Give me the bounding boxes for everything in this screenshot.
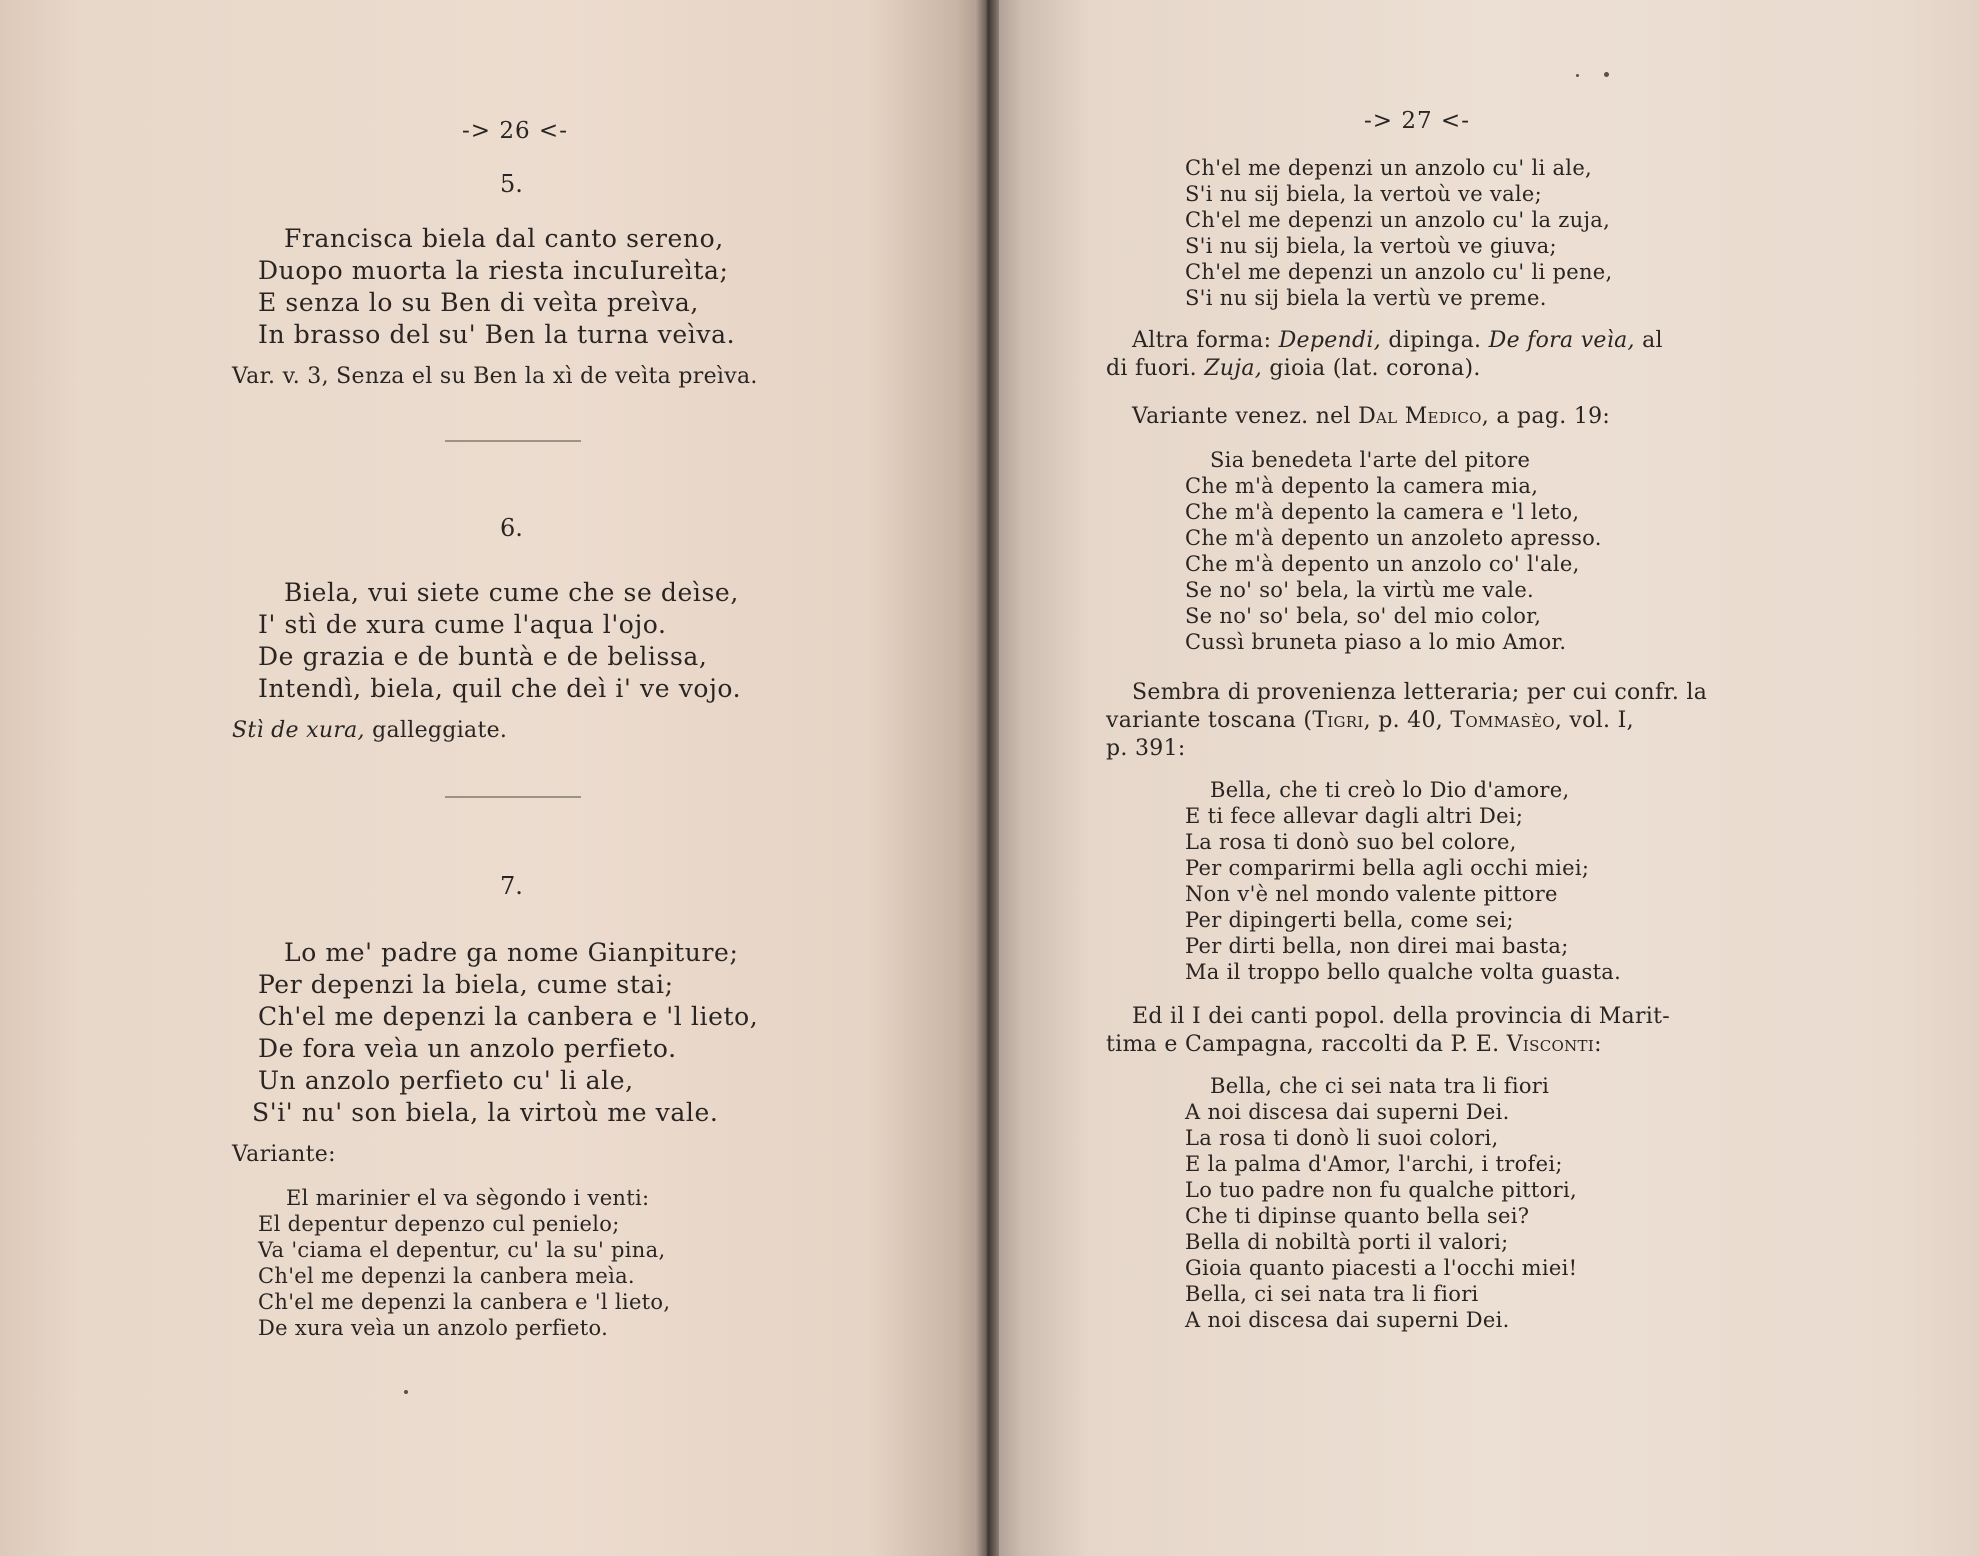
variant-verse: Cussì bruneta piaso a lo mio Amor. xyxy=(1185,630,1567,654)
variant-verse: Sia benedeta l'arte del pitore xyxy=(1210,448,1531,472)
verse-line: Lo me' padre ga nome Gianpiture; xyxy=(284,938,739,967)
verse-line: In brasso del su' Ben la turna veìva. xyxy=(258,320,736,349)
variant-verse: Che m'à depento un anzolo co' l'ale, xyxy=(1185,552,1580,576)
verse-line: Duopo muorta la riesta incuIureìta; xyxy=(258,256,729,285)
variant-verse: Che ti dipinse quanto bella sei? xyxy=(1185,1204,1530,1228)
verse-line: S'i' nu' son biela, la virtoù me vale. xyxy=(252,1098,719,1127)
verse-line: Un anzolo perfieto cu' li ale, xyxy=(258,1066,634,1095)
variant-verse: El depentur depenzo cul penielo; xyxy=(258,1212,620,1236)
variant-verse: Gioia quanto piacesti a l'occhi miei! xyxy=(1185,1256,1578,1280)
variant-verse: Lo tuo padre non fu qualche pittori, xyxy=(1185,1178,1577,1202)
right-page xyxy=(992,0,1979,1556)
variant-verse: Che m'à depento la camera mia, xyxy=(1185,474,1539,498)
variant-verse: Se no' so' bela, la virtù me vale. xyxy=(1185,578,1535,602)
variant-verse: Per comparirmi bella agli occhi miei; xyxy=(1185,856,1590,880)
variant-verse: Bella, che ti creò lo Dio d'amore, xyxy=(1210,778,1570,802)
paper-speck xyxy=(1576,74,1579,77)
section-number: 5. xyxy=(500,170,523,198)
verse-line: De grazia e de buntà e de belissa, xyxy=(258,642,708,671)
variant-note: Var. v. 3, Senza el su Ben la xì de veìta preìva. xyxy=(232,364,758,389)
verse-line: Ch'el me depenzi un anzolo cu' la zuja, xyxy=(1185,208,1611,232)
verse-line: S'i nu sij biela, la vertoù ve giuva; xyxy=(1185,234,1557,258)
section-divider xyxy=(445,796,581,798)
gloss-note: Stì de xura, galleggiate. xyxy=(232,718,508,743)
variant-verse: La rosa ti donò li suoi colori, xyxy=(1185,1126,1499,1150)
variant-verse: El marinier el va sègondo i venti: xyxy=(286,1186,650,1210)
verse-line: S'i nu sij biela la vertù ve preme. xyxy=(1185,286,1547,310)
variant-verse: Bella, che ci sei nata tra li fiori xyxy=(1210,1074,1550,1098)
verse-line: I' stì de xura cume l'aqua l'ojo. xyxy=(258,610,667,639)
commentary-line: Ed il I dei canti popol. della provincia di Marit- xyxy=(1132,1004,1670,1029)
page-number: -> 26 <- xyxy=(462,118,568,144)
variant-verse: Per dirti bella, non direi mai basta; xyxy=(1185,934,1569,958)
variant-verse: Ch'el me depenzi la canbera e 'l lieto, xyxy=(258,1290,671,1314)
variant-verse: Bella di nobiltà porti il valori; xyxy=(1185,1230,1509,1254)
verse-line: Per depenzi la biela, cume stai; xyxy=(258,970,674,999)
page-number: -> 27 <- xyxy=(1364,108,1470,134)
variant-verse: Per dipingerti bella, come sei; xyxy=(1185,908,1514,932)
variant-verse: Ma il troppo bello qualche volta guasta. xyxy=(1185,960,1622,984)
verse-line: E senza lo su Ben di veìta preìva, xyxy=(258,288,699,317)
variant-verse: Non v'è nel mondo valente pittore xyxy=(1185,882,1558,906)
verse-line: Ch'el me depenzi un anzolo cu' li ale, xyxy=(1185,156,1593,180)
left-page xyxy=(0,0,986,1556)
section-divider xyxy=(445,440,581,442)
verse-line: S'i nu sij biela, la vertoù ve vale; xyxy=(1185,182,1543,206)
verse-line: Ch'el me depenzi la canbera e 'l lieto, xyxy=(258,1002,759,1031)
gloss-note: Altra forma: Dependi, dipinga. De fora veìa, al xyxy=(1132,328,1663,353)
variant-label: Variante: xyxy=(232,1142,336,1167)
verse-line: De fora veìa un anzolo perfieto. xyxy=(258,1034,677,1063)
verse-line: Ch'el me depenzi un anzolo cu' li pene, xyxy=(1185,260,1613,284)
verse-line: Intendì, biela, quil che deì i' ve vojo. xyxy=(258,674,742,703)
commentary-line: Sembra di provenienza letteraria; per cui confr. la xyxy=(1132,680,1708,705)
variant-verse: Se no' so' bela, so' del mio color, xyxy=(1185,604,1542,628)
section-number: 7. xyxy=(500,872,523,900)
variant-verse: Bella, ci sei nata tra li fiori xyxy=(1185,1282,1479,1306)
reference-note: Variante venez. nel Dal Medico, a pag. 19: xyxy=(1132,404,1611,429)
variant-verse: Ch'el me depenzi la canbera meìa. xyxy=(258,1264,635,1288)
book-gutter xyxy=(975,0,999,1556)
variant-verse: Che m'à depento un anzoleto apresso. xyxy=(1185,526,1602,550)
variant-verse: La rosa ti donò suo bel colore, xyxy=(1185,830,1517,854)
gloss-note: di fuori. Zuja, gioia (lat. corona). xyxy=(1106,356,1481,381)
variant-verse: Va 'ciama el depentur, cu' la su' pina, xyxy=(258,1238,666,1262)
paper-speck xyxy=(404,1390,408,1394)
variant-verse: Che m'à depento la camera e 'l leto, xyxy=(1185,500,1580,524)
variant-verse: E ti fece allevar dagli altri Dei; xyxy=(1185,804,1524,828)
commentary-line: variante toscana (Tigri, p. 40, Tommasèo, vol. I, xyxy=(1106,708,1634,733)
variant-verse: A noi discesa dai superni Dei. xyxy=(1185,1100,1510,1124)
verse-line: Biela, vui siete cume che se deìse, xyxy=(284,578,739,607)
paper-speck xyxy=(1604,72,1609,77)
commentary-line: tima e Campagna, raccolti da P. E. Visconti: xyxy=(1106,1032,1602,1057)
commentary-line: p. 391: xyxy=(1106,736,1186,761)
verse-line: Francisca biela dal canto sereno, xyxy=(284,224,724,253)
variant-verse: De xura veìa un anzolo perfieto. xyxy=(258,1316,609,1340)
section-number: 6. xyxy=(500,514,523,542)
variant-verse: E la palma d'Amor, l'archi, i trofei; xyxy=(1185,1152,1563,1176)
variant-verse: A noi discesa dai superni Dei. xyxy=(1185,1308,1510,1332)
